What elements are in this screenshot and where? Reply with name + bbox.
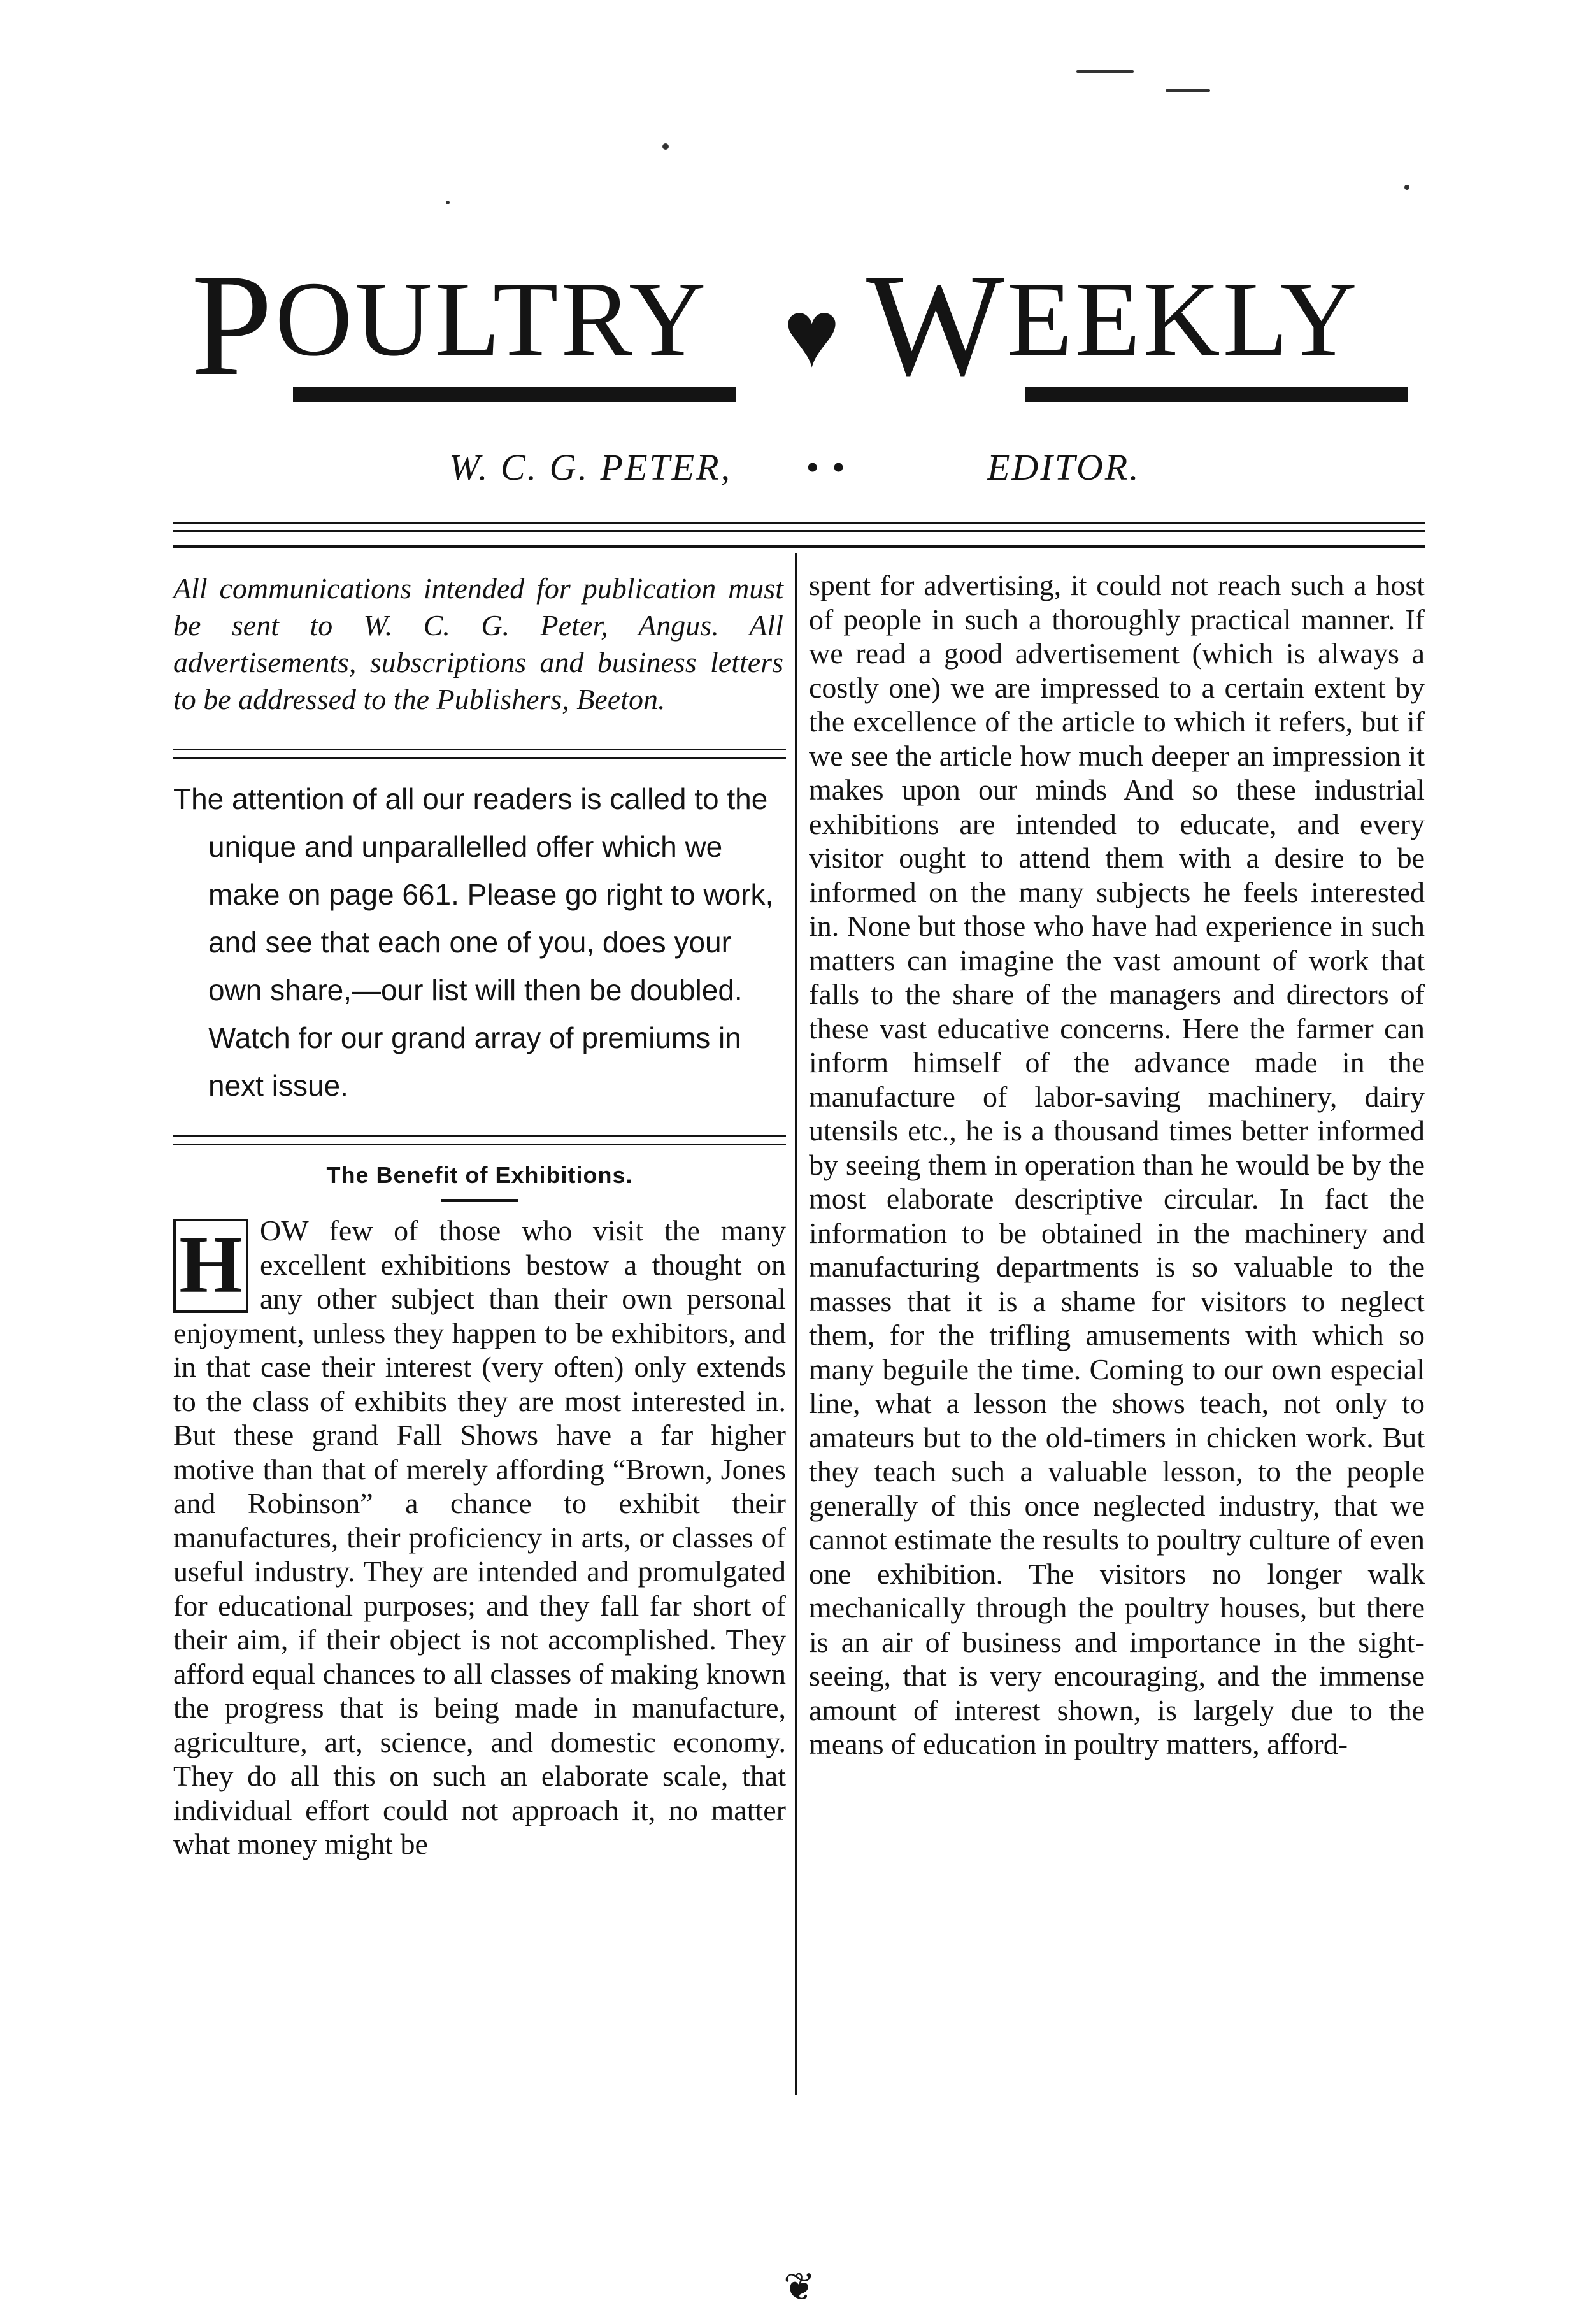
dropcap-h: H: [173, 1219, 248, 1313]
masthead-initial-p: P: [191, 243, 275, 406]
scan-speck: [662, 143, 669, 150]
masthead: [191, 243, 1401, 406]
publication-notice: All communications intended for publication must be sent to W. C. G. Peter, Angus. All advertisements, subscriptions and business letters to be addressed to the Publishers, Beeton.: [173, 572, 783, 715]
right-column: [809, 568, 1425, 1761]
masthead-underline-right: [1025, 387, 1408, 402]
article-body-left-text: OW few of those who visit the many excellent exhibitions bestow a thought on any other subject than their own personal enjoyment, unless they happen to be exhibitors, and in that case their interest (very often) only extends to the class of exhibits they are most interested in. But these grand Fall Shows have a far higher motive than that of merely affording “Brown, Jones and Robinson” a chance to exhibit their manufactures, their proficiency in arts, or classes of useful industry. They are intended and promulgated for educational purposes; and they fall far short of their aim, if their object is not accomplished. They afford equal chances to all classes of making known the progress that is being made in manufacture, agriculture, art, science, and domestic economy. They do all this on such an elaborate scale, that individual effort could not approach it, no matter what money might be: [173, 1214, 786, 1860]
footer-ornament-icon: ❦: [783, 2266, 816, 2308]
scan-speck: [1076, 70, 1134, 73]
masthead-underline-left: [293, 387, 736, 402]
header-rule-bottom: [173, 545, 1425, 548]
scan-speck: [446, 201, 450, 204]
article-body-right: spent for advertising, it could not reach such a host of people in such a thoroughly practical manner. If we read a good advertisement (which is always a costly one) we are impressed to a certain extent by the excellence of the article to which it refers, but if we see the article how much deeper an impression it makes upon our minds And so these industrial exhibitions are intended to educate, and every visitor ought to attend them with a desire to be informed on the many subjects he feels interested in. None but those who have had experience in such matters can imagine the vast amount of work that falls to the share of the managers and directors of these vast educative concerns. Here the farmer can inform himself of the advance made in the manufacture of labor-saving machinery, dairy utensils etc., he is a thousand times better informed by seeing them in operation than he would be by the most elaborate descriptive circular. In fact the information to be obtained in the machinery and manufacturing departments is so valuable to the masses that it is a shame for visitors to neglect them, for the trifling amusements with which so many beguile the time. Coming to our own especial line, what a lesson the shows teach, not only to amateurs but to the old-timers in chicken work. But they teach such a valuable lesson, to the people generally of this once neglected industry, that we cannot estimate the results to poultry culture of even one exhibition. The visitors no longer walk mechanically through the poultry houses, but there is an air of business and importance in the sight-seeing, that is very encouraging, and the immense amount of interest shown, is largely due to the means of education in poultry matters, afford-: [809, 569, 1425, 1760]
article-title-rule: [441, 1199, 518, 1202]
scan-speck: [1166, 89, 1210, 92]
attention-divider: [173, 1135, 786, 1145]
scan-speck: [1404, 185, 1409, 190]
masthead-title-weekly: [866, 243, 1360, 406]
editor-separator-dots: • •: [806, 447, 847, 488]
editor-title: EDITOR.: [987, 447, 1141, 488]
heart-icon: ♥: [783, 282, 841, 387]
masthead-title-poultry: [191, 243, 709, 406]
left-column: [173, 570, 786, 1861]
notice-divider: [173, 749, 786, 759]
masthead-word-oultry: OULTRY: [275, 260, 709, 378]
header-rule-top: [173, 522, 1425, 524]
attention-notice: The attention of all our readers is called to the unique and unparallelled offer which we make on page 661. Please go right to work, and see that each one of you, does your own share,—our list will then be doubled. Watch for our grand array of premiums in next issue.: [173, 782, 774, 1102]
masthead-initial-w: W: [866, 243, 1008, 406]
column-divider: [795, 553, 797, 2095]
editor-name: W. C. G. PETER,: [449, 447, 732, 488]
article-title: The Benefit of Exhibitions.: [326, 1162, 633, 1188]
article-body-left: [173, 1214, 786, 1861]
header-rule-middle: [173, 530, 1425, 532]
masthead-word-eekly: EEKLY: [1007, 260, 1360, 378]
